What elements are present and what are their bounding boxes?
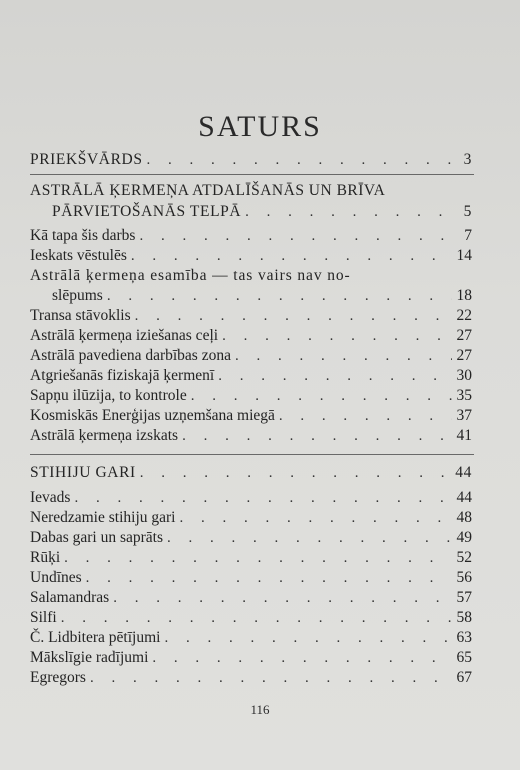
toc-entry-label: Neredzamie stihiju gari — [30, 509, 176, 526]
leader-dots — [152, 648, 452, 668]
toc-entry-label: Transa stāvoklis — [30, 307, 131, 324]
leader-dots — [61, 608, 452, 628]
toc-entry — [30, 548, 472, 568]
toc-entry-page: 14 — [456, 247, 472, 264]
toc-entry — [30, 628, 472, 648]
leader-dots — [90, 668, 452, 688]
leader-dots — [86, 568, 452, 588]
leader-dots — [74, 488, 452, 508]
toc-entry-label: Kā tapa šis darbs — [30, 227, 136, 244]
leader-dots — [218, 366, 452, 386]
leader-dots — [139, 226, 452, 246]
toc-entry — [30, 608, 472, 628]
toc-entry — [30, 326, 472, 346]
toc-entry — [30, 488, 472, 508]
toc-entry-label: STIHIJU GARI — [30, 464, 136, 481]
page-title: SATURS — [198, 110, 322, 143]
toc-entry — [30, 528, 472, 548]
toc-entry-page: 22 — [456, 307, 472, 324]
toc-entry — [30, 306, 472, 326]
toc-entry-foreword — [30, 150, 472, 170]
toc-entry-label: Mākslīgie radījumi — [30, 649, 149, 666]
toc-entry-label: Astrālā ķermeņa iziešanas ceļi — [30, 327, 219, 344]
leader-dots — [107, 286, 452, 306]
toc-entry — [30, 668, 472, 688]
toc-entry-page: 37 — [456, 407, 472, 424]
toc-entry-page: 48 — [456, 509, 472, 526]
toc-entry-label: slēpums — [52, 287, 103, 304]
toc-entry-page: 65 — [456, 649, 472, 666]
toc-entry — [30, 366, 472, 386]
toc-entry-page: 3 — [463, 151, 472, 168]
section-divider — [30, 174, 474, 175]
toc-entry — [30, 648, 472, 668]
toc-entry-page: 44 — [456, 489, 472, 506]
toc-entry-label: Kosmiskās Enerģijas uzņemšana miegā — [30, 407, 275, 424]
leader-dots — [147, 150, 452, 170]
toc-entry-page: 18 — [456, 287, 472, 304]
toc-entry-label: Egregors — [30, 669, 86, 686]
toc-entry-label: Salamandras — [30, 589, 110, 606]
toc-entry-page: 35 — [456, 387, 472, 404]
toc-entry-label: PĀRVIETOŠANĀS TELPĀ — [52, 203, 242, 220]
leader-dots — [191, 386, 452, 406]
toc-entry-label: PRIEKŠVĀRDS — [30, 151, 143, 168]
toc-entry — [52, 286, 472, 306]
toc-entry-label: Ievads — [30, 489, 71, 506]
toc-entry-page: 44 — [455, 464, 472, 481]
section-divider — [30, 454, 474, 455]
toc-entry — [30, 386, 472, 406]
toc-entry-label: Dabas gari un saprāts — [30, 529, 163, 546]
leader-dots — [140, 463, 452, 483]
leader-dots — [131, 246, 452, 266]
toc-entry-page: 30 — [456, 367, 472, 384]
toc-entry-wrapped-line: Astrālā ķermeņa esamība — tas vairs nav no- — [30, 267, 351, 284]
leader-dots — [164, 628, 452, 648]
toc-entry-elemental-spirits — [30, 463, 472, 483]
toc-entry-page: 58 — [456, 609, 472, 626]
toc-entry-page: 27 — [456, 347, 472, 364]
toc-entry — [30, 346, 472, 366]
toc-entry — [30, 508, 472, 528]
leader-dots — [279, 406, 452, 426]
leader-dots — [245, 202, 452, 222]
leader-dots — [222, 326, 452, 346]
toc-entry-label: Astrālā pavediena darbības zona — [30, 347, 231, 364]
toc-entry-page: 57 — [456, 589, 472, 606]
toc-entry — [30, 568, 472, 588]
toc-entry-astral-body — [52, 202, 472, 222]
toc-entry — [30, 426, 472, 446]
toc-entry-page: 67 — [456, 669, 472, 686]
toc-entry-page: 27 — [456, 327, 472, 344]
leader-dots — [64, 548, 452, 568]
toc-entry-label: Sapņu ilūzija, to kontrole — [30, 387, 187, 404]
toc-entry-label: Rūķi — [30, 549, 61, 566]
toc-entry-label: Atgriešanās fiziskajā ķermenī — [30, 367, 215, 384]
toc-entry-page: 56 — [456, 569, 472, 586]
toc-entry-heading-line: ASTRĀLĀ ĶERMEŅA ATDALĪŠANĀS UN BRĪVA — [30, 182, 386, 199]
toc-entry-label: Undīnes — [30, 569, 82, 586]
toc-entry-page: 7 — [464, 227, 472, 244]
page-number: 116 — [250, 702, 270, 717]
leader-dots — [179, 508, 452, 528]
leader-dots — [135, 306, 452, 326]
toc-entry-label: Ieskats vēstulēs — [30, 247, 127, 264]
leader-dots — [167, 528, 452, 548]
leader-dots — [235, 346, 452, 366]
toc-entry-page: 41 — [456, 427, 472, 444]
leader-dots — [182, 426, 452, 446]
toc-entry — [30, 246, 472, 266]
toc-entry — [30, 226, 472, 246]
toc-entry-page: 52 — [456, 549, 472, 566]
toc-entry-label: Astrālā ķermeņa izskats — [30, 427, 179, 444]
toc-entry — [30, 588, 472, 608]
toc-entry-label: Č. Lidbitera pētījumi — [30, 629, 161, 646]
toc-entry-label: Silfi — [30, 609, 57, 626]
leader-dots — [113, 588, 452, 608]
toc-entry-page: 49 — [456, 529, 472, 546]
toc-entry-page: 5 — [463, 203, 472, 220]
toc-entry — [30, 406, 472, 426]
toc-entry-page: 63 — [456, 629, 472, 646]
